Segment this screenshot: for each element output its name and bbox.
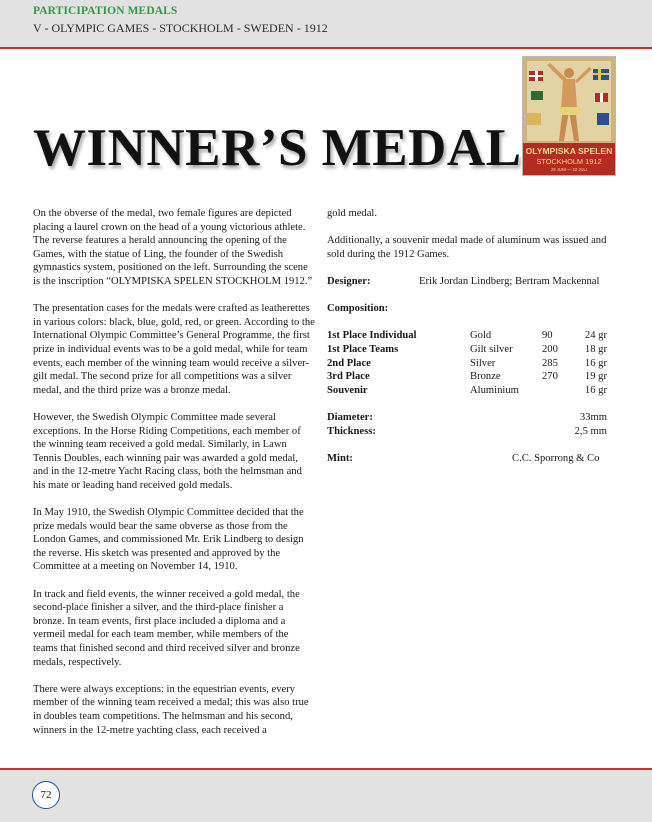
composition-weight: 18 gr xyxy=(584,343,607,355)
footer-band xyxy=(0,770,652,822)
diameter-value: 33mm xyxy=(579,411,607,423)
poster-dates-text: 29 JUNI — 22 JULI xyxy=(550,167,588,172)
composition-weight: 19 gr xyxy=(584,371,607,383)
right-column xyxy=(327,207,607,465)
composition-number: 200 xyxy=(542,343,558,355)
composition-row xyxy=(327,384,607,398)
designer-row xyxy=(327,275,607,289)
composition-weight: 16 gr xyxy=(584,357,607,369)
composition-material: Gilt silver xyxy=(470,343,513,355)
composition-weight: 24 gr xyxy=(584,330,607,342)
designer-value: Erik Jordan Lindberg; Bertram Mackennal xyxy=(419,275,600,287)
mint-label: Mint: xyxy=(327,452,353,464)
section-label: PARTICIPATION MEDALS xyxy=(33,5,178,17)
thickness-label: Thickness: xyxy=(327,425,376,437)
composition-row xyxy=(327,357,607,371)
mint-value: C.C. Sporrong & Co xyxy=(512,452,600,464)
paragraph-cases: The presentation cases for the medals were crafted as leatherettes in various colors: black, blue, gold, red, or green. According to the International Olympic Committee’s General Programme, the first prize in individual events was to be a gold medal, while for team events, each member of the winning team would receive a silver-gilt medal. The second prize for all competitions was a silver medal, and the third prize was a bronze medal. xyxy=(33,303,315,396)
composition-number: 270 xyxy=(542,371,558,383)
composition-label: Composition: xyxy=(327,303,389,315)
page-title: WINNER’S MEDAL xyxy=(33,119,522,177)
diameter-row xyxy=(327,411,607,425)
composition-name: 3rd Place xyxy=(327,371,370,383)
composition-number: 90 xyxy=(542,330,553,342)
paragraph-design: In May 1910, the Swedish Olympic Committee decided that the prize medals would bear the same obverse as those from the London Games, and commissioned Mr. Erik Lindberg to design the reverse. His sketch was presented and approved by the Committee at a meeting on November 14, 1910. xyxy=(33,507,304,573)
header-divider xyxy=(0,47,652,49)
composition-row xyxy=(327,329,607,343)
paragraph-exceptions: However, the Swedish Olympic Committee made several exceptions. In the Horse Riding Competitions, each member of the winning team received a gold medal. Similarly, in Lawn Tennis Doubles, each winning pair was awarded a gold medal, and in the 12-metre Yacht Racing class, both the helmsman and his mate or leading hand received gold medals. xyxy=(33,411,302,491)
thickness-row xyxy=(327,425,607,439)
poster-city-text: STOCKHOLM 1912 xyxy=(536,157,602,166)
left-column xyxy=(33,207,315,751)
poster-title-text: OLYMPISKA SPELEN xyxy=(525,146,613,156)
games-subtitle: V - OLYMPIC GAMES - STOCKHOLM - SWEDEN - 1912 xyxy=(33,21,328,35)
composition-name: Souvenir xyxy=(327,384,368,396)
paragraph-souvenir: Additionally, a souvenir medal made of aluminum was issued and sold during the 1912 Games. xyxy=(327,235,607,260)
composition-row xyxy=(327,343,607,357)
thickness-value: 2,5 mm xyxy=(574,425,607,437)
composition-name: 2nd Place xyxy=(327,357,371,369)
composition-heading-row xyxy=(327,302,607,316)
composition-material: Gold xyxy=(470,330,492,342)
composition-weight: 16 gr xyxy=(584,384,607,396)
composition-material: Bronze xyxy=(470,371,501,383)
composition-material: Silver xyxy=(470,357,496,369)
designer-label: Designer: xyxy=(327,275,371,287)
composition-name: 1st Place Teams xyxy=(327,343,399,355)
mint-row xyxy=(327,452,607,466)
composition-number: 285 xyxy=(542,357,558,369)
paragraph-equestrian: There were always exceptions: in the equestrian events, every member of the winning team received a medal; this was also true in doubles team competitions. The helmsman and his second, winners in the 12-metre yachting class, each received a xyxy=(33,683,309,736)
page-number: 72 xyxy=(32,781,60,809)
composition-material: Aluminium xyxy=(470,384,519,396)
olympic-poster-image xyxy=(522,56,616,176)
paragraph-obverse: On the obverse of the medal, two female figures are depicted placing a laurel crown on the head of a young victorious athlete. The reverse features a herald announcing the opening of the Games, with the statue of Ling, the founder of the Swedish gymnastics system, positioned on the left. Surrounding the scene is the inscription “OLYMPISKA SPELEN STOCKHOLM 1912.” xyxy=(33,208,313,287)
composition-table xyxy=(327,329,607,397)
composition-name: 1st Place Individual xyxy=(327,330,417,342)
composition-row xyxy=(327,370,607,384)
paragraph-track-field: In track and field events, the winner received a gold medal, the second-place finisher a silver, and the third-place finisher a bronze. In team events, first place included a diploma and a vermeil medal for each team member, while members of the teams that finished second and third received silver and bronze medals, respectively. xyxy=(33,588,300,668)
diameter-label: Diameter: xyxy=(327,411,373,423)
paragraph-continuation: gold medal. xyxy=(327,208,378,219)
